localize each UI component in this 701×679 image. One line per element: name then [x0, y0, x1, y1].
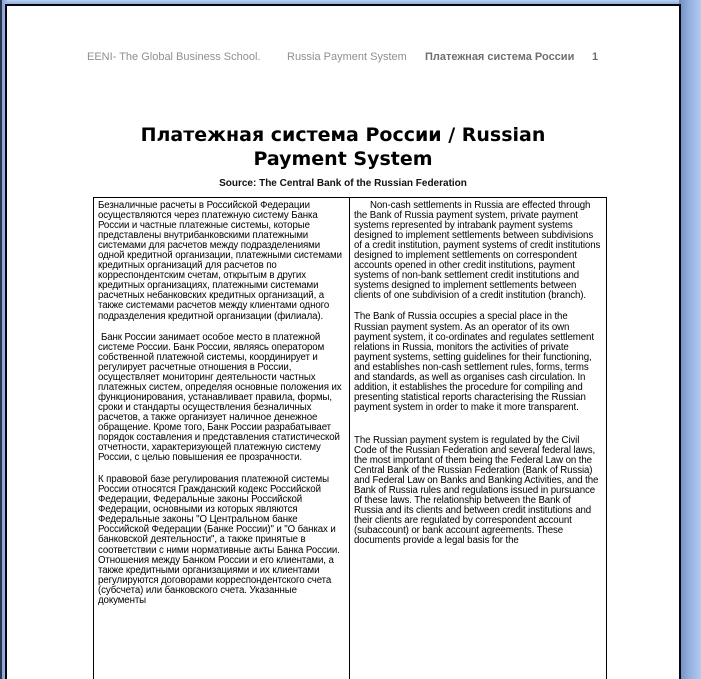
- russian-paragraph-1: Безналичные расчеты в Российской Федерации осуществляются через платежную систему Банка России и частные платежные системы, которые представлены внутрибанковскими платежными системами для расчетов между подразделениями одной кредитной организации, платежными системами кредитных организаций для расчетов по корреспондентским счетам, открытым в других кредитных организациях, платежными системами расчетных небанковских кредитных организаций, а также системами расчетов между клиентами одного подразделения кредитной организации (филиала).: [98, 200, 342, 322]
- russian-text-column: [93, 197, 350, 679]
- page-header: [7, 50, 679, 64]
- header-page-number: 1: [592, 51, 599, 63]
- english-text-column: [350, 197, 607, 679]
- two-column-table: [93, 197, 607, 679]
- desktop-background-right: [679, 0, 701, 679]
- source-line: Source: The Central Bank of the Russian Federation: [219, 178, 467, 189]
- english-paragraph-2: The Bank of Russia occupies a special place in the Russian payment system. As an operator of its own payment system, it co-ordinates and regulates settlement relations in Russia, monitors the activities of private payment systems, setting guidelines for their functioning, and establishes non-cash settlement rules, forms, terms and standards, as well as organises cash circulation. In addition, it establishes the procedure for compiling and presenting statistical reports characterising the Russian payment system in order to make it more transparent.: [354, 311, 594, 413]
- russian-paragraph-3: К правовой базе регулирования платежной системы России относятся Гражданский кодекс Российской Федерации, Федеральные законы Российской Федерации, основными из которых являются Федеральные законы "О Центральном банке Российской Федерации (Банке России)" и "О банках и банковской деятельности", а также принятые в соответствии с ними нормативные акты Банка России. Отношения между Банком России и его клиентами, а также кредитными организациями и их клиентами регулируются договорами корреспондентского счета (субсчета) или банковского счета. Указанные документы: [98, 474, 340, 606]
- header-course-name-russian: Платежная система России: [425, 51, 575, 63]
- russian-paragraph-2: Банк России занимает особое место в платежной системе России. Банк России, являясь оператором собственной платежной системы, координирует и регулирует расчетные отношения в России, осуществляет мониторинг деятельности частных платежных систем, определяя основные положения их функционирования, устанавливает правила, формы, сроки и стандарты осуществления безналичных расчетов, а также организует наличное денежное обращение. Кроме того, Банк России разрабатывает порядок составления и представления статистической отчетности, характеризующей платежную систему России, с целью повышения ее прозрачности.: [98, 331, 342, 464]
- header-course-name: Russia Payment System: [287, 51, 407, 63]
- document-title: Платежная система России / Russian Payment System: [140, 123, 546, 170]
- english-paragraph-1: Non-cash settlements in Russia are effected through the Bank of Russia payment system, private payment systems represented by intrabank payment systems designed to implement settlements between subdivisions of a credit institution, payment systems of credit institutions designed to implement settlements on correspondent accounts opened in other credit institutions, payment systems of non-bank settlement credit institutions and systems designed to implement settlements between clients of one subdivision of a credit institution (branch).: [354, 200, 601, 302]
- document-page: [5, 4, 681, 679]
- english-paragraph-3: The Russian payment system is regulated by the Civil Code of the Russian Federation and several federal laws, the most important of them being the Federal Law on the Central Bank of the Russian Federation (Bank of Russia) and Federal Law on Banks and Banking Activities, and the Bank of Russia rules and regulations issued in pursuance of these laws. The relationship between the Bank of Russia and its clients and between credit institutions and their clients are regulated by correspondent account (subaccount) or bank account agreements. These documents provide a legal basis for the: [354, 434, 599, 547]
- header-school-name: EENI- The Global Business School.: [87, 51, 261, 63]
- window-edge: [0, 0, 2, 679]
